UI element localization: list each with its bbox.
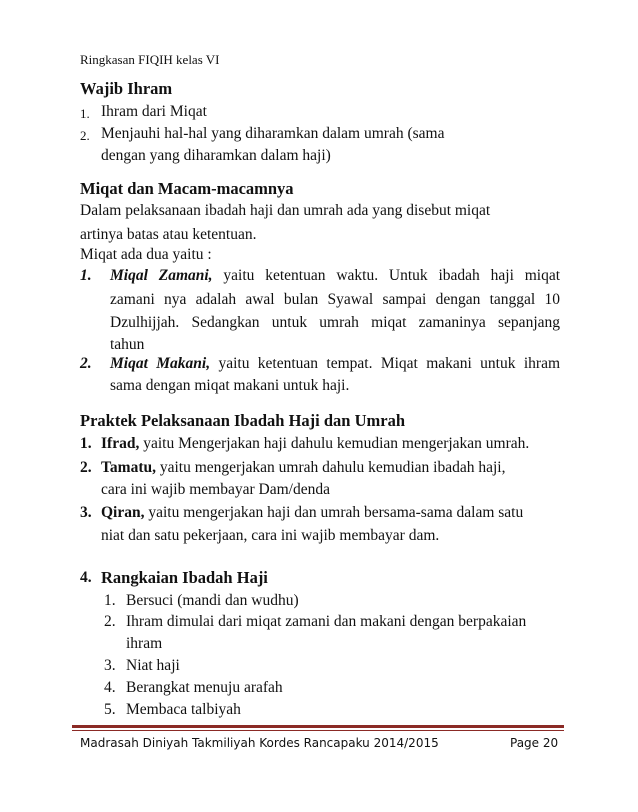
footer-rule-thin (72, 730, 564, 731)
list-item-line: tahun (110, 336, 145, 353)
footer-rule (72, 725, 564, 728)
list-number: 2. (80, 128, 90, 143)
definition-text: yaitu ketentuan tempat. Miqat makani untuk ihram (218, 355, 561, 372)
list-item-line (101, 504, 523, 522)
list-number: 1. (80, 106, 90, 121)
list-item: Ihram dari Miqat (101, 103, 207, 120)
definition-text: yaitu mengerjakan haji dan umrah bersama-sama dalam satu (148, 504, 524, 521)
list-item: Bersuci (mandi dan wudhu) (126, 592, 299, 609)
list-number: 1. (104, 592, 116, 609)
list-item-line: sama dengan miqat makani untuk haji. (110, 377, 350, 394)
list-number: 5. (104, 701, 116, 718)
paragraph-line: artinya batas atau ketentuan. (80, 226, 257, 243)
term-miqat-makani: Miqat Makani, (110, 355, 211, 372)
list-number: 1. (80, 435, 92, 452)
list-item: Menjauhi hal-hal yang diharamkan dalam umrah (sama (101, 125, 445, 142)
list-number: 2. (104, 613, 116, 630)
list-item-line: niat dan satu pekerjaan, cara ini wajib membayar dam. (101, 527, 440, 544)
list-number: 2. (80, 355, 92, 372)
list-number: 3. (80, 504, 92, 521)
term-tamatu: Tamatu, (101, 459, 156, 476)
page-number: Page 20 (510, 736, 559, 750)
list-item: Berangkat menuju arafah (126, 679, 283, 696)
list-item-continuation: ihram (126, 635, 163, 652)
footer-left-text: Madrasah Diniyah Takmiliyah Kordes Rancapaku 2014/2015 (80, 736, 439, 750)
term-ifrad: Ifrad, (101, 435, 140, 452)
list-item-line: Dzulhijjah. Sedangkan untuk umrah miqat zamaninya sepanjang (110, 314, 560, 331)
list-item: Niat haji (126, 657, 180, 674)
list-item: Membaca talbiyah (126, 701, 241, 718)
running-header: Ringkasan FIQIH kelas VI (80, 52, 220, 67)
section-heading-wajib-ihram: Wajib Ihram (80, 79, 173, 98)
list-item-line (110, 267, 560, 285)
list-item-continuation: dengan yang diharamkan dalam haji) (101, 147, 331, 164)
list-number: 1. (80, 267, 92, 284)
list-item-line: zamani nya adalah awal bulan Syawal sampai dengan tanggal 10 (110, 291, 560, 308)
list-item-line: cara ini wajib membayar Dam/denda (101, 481, 330, 498)
list-item: Ihram dimulai dari miqat zamani dan makani dengan berpakaian (126, 613, 527, 630)
paragraph-line: Miqat ada dua yaitu : (80, 246, 212, 263)
paragraph-line: Dalam pelaksanaan ibadah haji dan umrah ada yang disebut miqat (80, 202, 491, 219)
section-number: 4. (80, 569, 92, 586)
list-number: 4. (104, 679, 116, 696)
term-miqat-zamani: Miqal Zamani, (110, 267, 213, 284)
section-heading-praktek: Praktek Pelaksanaan Ibadah Haji dan Umrah (80, 411, 406, 430)
list-number: 3. (104, 657, 116, 674)
definition-text: yaitu Mengerjakan haji dahulu kemudian mengerjakan umrah. (143, 435, 530, 452)
definition-text: yaitu ketentuan waktu. Untuk ibadah haji miqat (223, 267, 561, 284)
definition-text: yaitu mengerjakan umrah dahulu kemudian ibadah haji, (159, 459, 506, 476)
list-number: 2. (80, 459, 92, 476)
section-heading-miqat: Miqat dan Macam-macamnya (80, 179, 294, 198)
list-item-line (110, 355, 560, 373)
term-qiran: Qiran, (101, 504, 145, 521)
list-item-line (101, 459, 505, 477)
section-heading-rangkaian: Rangkaian Ibadah Haji (101, 568, 268, 587)
list-item-line (101, 435, 529, 453)
